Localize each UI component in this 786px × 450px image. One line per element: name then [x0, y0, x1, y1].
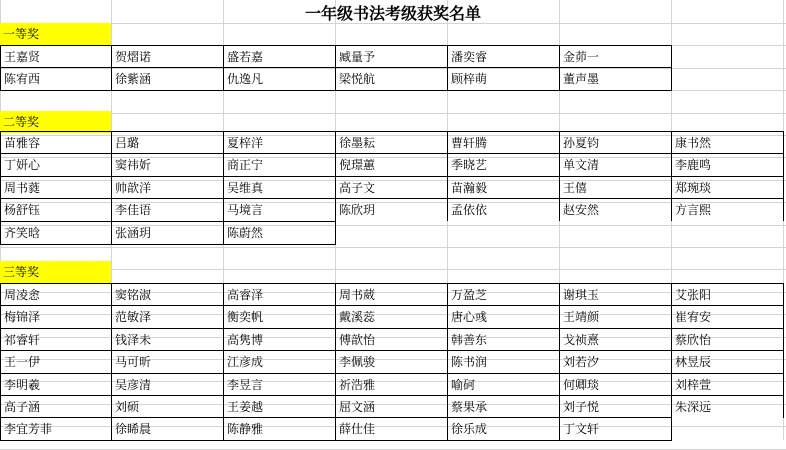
name-cell[interactable]: 高睿泽 — [223, 283, 336, 306]
name-cell[interactable]: 臧量予 — [335, 45, 448, 68]
name-cell[interactable]: 窦铭淑 — [111, 283, 224, 306]
name-cell[interactable]: 衡奕帆 — [223, 305, 336, 328]
name-cell[interactable]: 陈蔚然 — [223, 221, 336, 245]
name-cell[interactable]: 戈祯熹 — [559, 328, 672, 351]
name-cell[interactable]: 蔡欣怡 — [671, 328, 784, 351]
name-cell[interactable]: 苗瀚毅 — [447, 176, 560, 199]
name-cell[interactable]: 王僖 — [559, 176, 672, 199]
name-cell[interactable]: 王一伊 — [0, 350, 113, 373]
gridline-horizontal — [0, 247, 786, 248]
name-cell[interactable]: 李明羲 — [0, 373, 113, 396]
name-cell[interactable]: 吕璐 — [111, 131, 224, 154]
name-cell[interactable]: 马境言 — [223, 198, 336, 221]
section-label[interactable]: 三等奖 — [0, 261, 111, 283]
name-cell[interactable]: 顾梓萌 — [447, 67, 560, 91]
name-cell[interactable]: 刘若汐 — [559, 350, 672, 373]
name-cell[interactable]: 孙夏钧 — [559, 131, 672, 154]
name-cell[interactable]: 张涵玥 — [111, 221, 224, 245]
name-cell[interactable]: 盛若嘉 — [223, 45, 336, 68]
name-cell[interactable]: 崔宥安 — [671, 305, 784, 328]
name-cell[interactable]: 梅锦泽 — [0, 305, 113, 328]
name-cell[interactable]: 徐睎晨 — [111, 417, 224, 441]
name-cell[interactable]: 赵安然 — [559, 198, 672, 221]
name-cell[interactable]: 夏梓洋 — [223, 131, 336, 154]
name-cell[interactable]: 郑琬琰 — [671, 176, 784, 199]
name-cell[interactable]: 潘奕睿 — [447, 45, 560, 68]
name-cell[interactable]: 何卿琰 — [559, 373, 672, 396]
name-cell[interactable]: 王靖颜 — [559, 305, 672, 328]
name-cell[interactable]: 范敏泽 — [111, 305, 224, 328]
name-cell[interactable]: 马可昕 — [111, 350, 224, 373]
name-cell[interactable]: 林昱辰 — [671, 350, 784, 373]
name-cell[interactable]: 祈浩雅 — [335, 373, 448, 396]
name-cell[interactable]: 唐心彧 — [447, 305, 560, 328]
name-cell[interactable]: 高子涵 — [0, 395, 113, 418]
name-cell[interactable]: 高隽博 — [223, 328, 336, 351]
name-cell[interactable]: 李佳语 — [111, 198, 224, 221]
name-cell[interactable]: 谢琪玉 — [559, 283, 672, 306]
section-label[interactable]: 二等奖 — [0, 111, 111, 133]
name-cell[interactable]: 李鹿鸣 — [671, 153, 784, 176]
name-cell[interactable]: 丁文轩 — [559, 417, 672, 441]
name-cell[interactable]: 周书蕤 — [0, 176, 113, 199]
name-cell[interactable]: 万盈芝 — [447, 283, 560, 306]
name-cell[interactable]: 傅歆怡 — [335, 328, 448, 351]
name-cell[interactable]: 徐紫涵 — [111, 67, 224, 91]
name-cell[interactable]: 徐乐成 — [447, 417, 560, 441]
name-cell[interactable]: 陈欣玥 — [335, 198, 448, 221]
name-cell[interactable]: 艾张阳 — [671, 283, 784, 306]
name-cell[interactable]: 李昱言 — [223, 373, 336, 396]
name-cell[interactable]: 孟依依 — [447, 198, 560, 221]
name-cell[interactable]: 商正宁 — [223, 153, 336, 176]
name-cell[interactable]: 齐笑晗 — [0, 221, 113, 245]
gridline-horizontal — [0, 113, 786, 114]
name-cell[interactable]: 仇逸凡 — [223, 67, 336, 91]
name-cell[interactable]: 吴彦清 — [111, 373, 224, 396]
name-cell[interactable]: 康书然 — [671, 131, 784, 154]
name-cell[interactable]: 陈书润 — [447, 350, 560, 373]
name-cell[interactable]: 李佩骏 — [335, 350, 448, 373]
name-cell[interactable]: 蔡果承 — [447, 395, 560, 418]
name-cell[interactable]: 屈文涵 — [335, 395, 448, 418]
name-cell[interactable]: 倪璟蕙 — [335, 153, 448, 176]
name-cell[interactable]: 吴维真 — [223, 176, 336, 199]
name-cell[interactable]: 帅歆洋 — [111, 176, 224, 199]
name-cell[interactable]: 方言熙 — [671, 198, 784, 221]
name-cell[interactable]: 杨舒钰 — [0, 198, 113, 221]
name-cell[interactable]: 季晓艺 — [447, 153, 560, 176]
name-cell[interactable]: 董声墨 — [559, 67, 672, 91]
name-cell[interactable]: 高子文 — [335, 176, 448, 199]
page-title[interactable]: 一年级书法考级获奖名单 — [304, 4, 481, 23]
name-cell[interactable]: 陈宥西 — [0, 67, 113, 91]
name-cell[interactable]: 贺熠诺 — [111, 45, 224, 68]
name-cell[interactable]: 钱泽未 — [111, 328, 224, 351]
name-cell[interactable]: 李宜芳菲 — [0, 417, 113, 441]
gridline-horizontal — [0, 269, 786, 270]
name-cell[interactable]: 韩善东 — [447, 328, 560, 351]
name-cell[interactable]: 江彦成 — [223, 350, 336, 373]
name-cell[interactable]: 刘子悦 — [559, 395, 672, 418]
name-cell[interactable]: 刘梓萱 — [671, 373, 784, 396]
name-cell[interactable]: 喻砢 — [447, 373, 560, 396]
name-cell[interactable]: 周书葳 — [335, 283, 448, 306]
name-cell[interactable]: 朱深远 — [671, 395, 784, 418]
name-cell[interactable]: 梁悦航 — [335, 67, 448, 91]
name-cell[interactable]: 陈静雅 — [223, 417, 336, 441]
name-cell[interactable]: 金茆一 — [559, 45, 672, 68]
section-label[interactable]: 一等奖 — [0, 23, 111, 45]
name-cell[interactable]: 苗雅容 — [0, 131, 113, 154]
name-cell[interactable]: 祁睿轩 — [0, 328, 113, 351]
name-cell[interactable]: 窦祎妡 — [111, 153, 224, 176]
name-cell[interactable]: 王姜越 — [223, 395, 336, 418]
name-cell[interactable]: 单文清 — [559, 153, 672, 176]
name-cell[interactable]: 刘硕 — [111, 395, 224, 418]
name-cell[interactable]: 丁妍心 — [0, 153, 113, 176]
name-cell[interactable]: 周凌悆 — [0, 283, 113, 306]
name-cell[interactable]: 曹轩腾 — [447, 131, 560, 154]
name-cell[interactable]: 徐墨耘 — [335, 131, 448, 154]
name-cell[interactable]: 王嘉贤 — [0, 45, 113, 68]
name-cell[interactable]: 戴溪蕊 — [335, 305, 448, 328]
name-cell[interactable]: 薛仕佳 — [335, 417, 448, 441]
